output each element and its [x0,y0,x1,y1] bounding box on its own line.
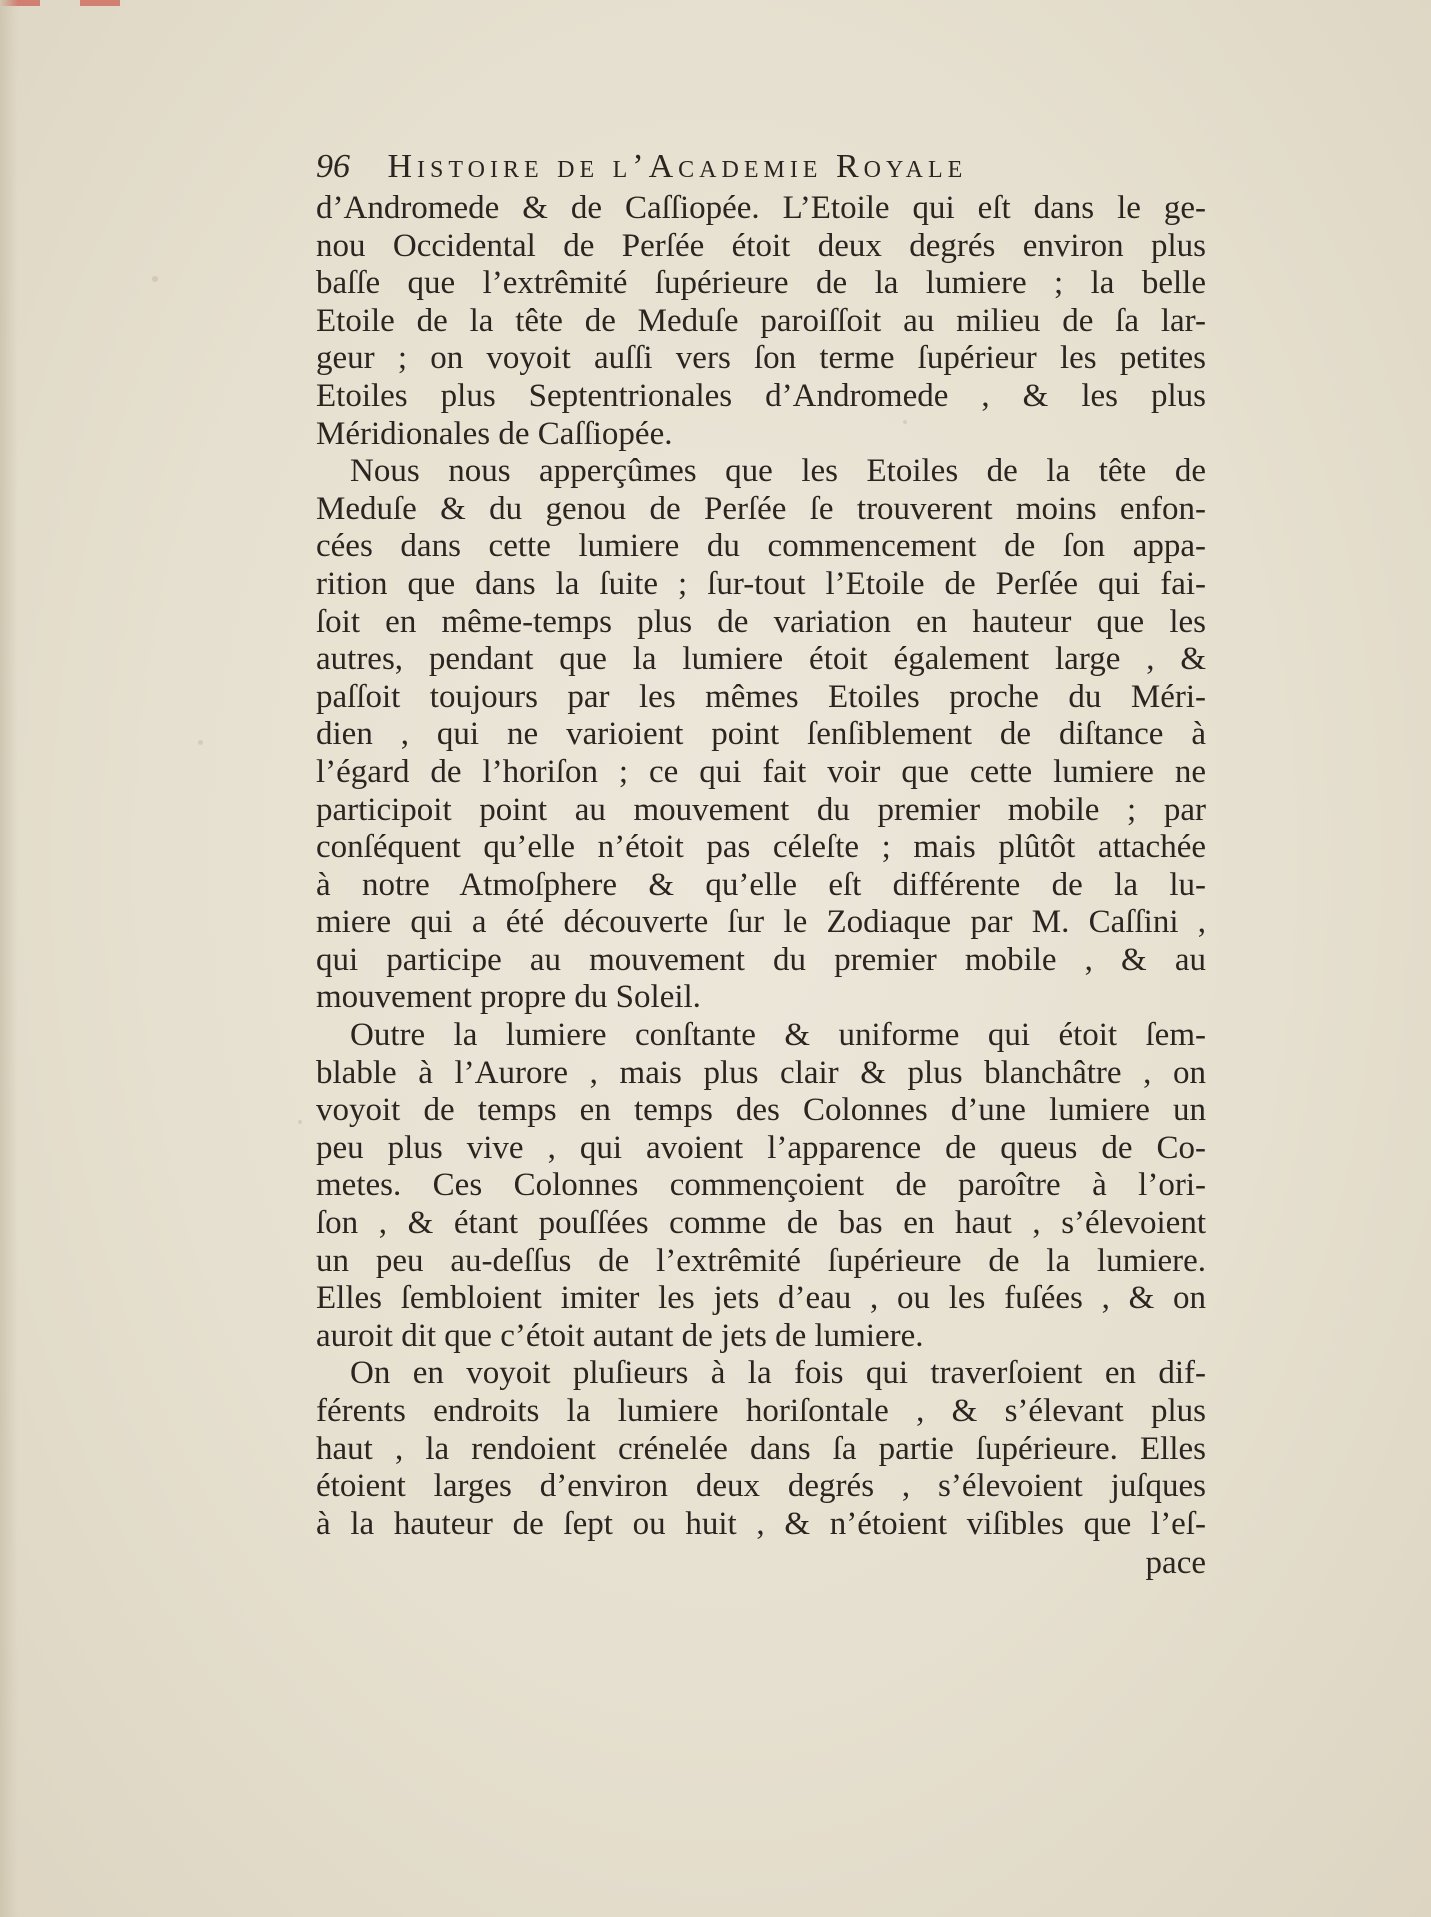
text-line: paſſoit toujours par les mêmes Etoiles proche du Méri- [316,678,1206,715]
foxing-spot [298,1120,302,1124]
text-line: Méridionales de Caſſiopée. [316,415,673,452]
corner-mark [0,0,200,6]
text-line: mouvement propre du Soleil. [316,979,701,1016]
text-line: geur ; on voyoit auſſi vers ſon terme ſupérieur les petites [316,340,1206,377]
text-line: metes. Ces Colonnes commençoient de paroître à l’ori- [316,1167,1206,1204]
text-line: peu plus vive , qui avoient l’apparence de queus de Co- [316,1129,1206,1166]
page-edge-shadow [0,0,18,1917]
text-line: férents endroits la lumiere horiſontale , & s’élevant plus [316,1393,1206,1429]
catchword: pace [1145,1545,1206,1581]
running-head [316,148,1106,192]
text-line: Etoiles plus Septentrionales d’Andromede , & les plus [316,377,1206,414]
text-line: autres, pendant que la lumiere étoit également large , & [316,641,1206,678]
text-line: rition que dans la ſuite ; ſur-tout l’Etoile de Perſée qui fai- [316,565,1206,602]
text-line: conſéquent qu’elle n’étoit pas céleſte ; mais plûtôt attachée [316,829,1206,866]
text-line: un peu au-deſſus de l’extrêmité ſupérieure de la lumiere. [316,1242,1206,1279]
text-line: étoient larges d’environ deux degrés , s’élevoient juſques [316,1468,1206,1505]
text-line: Etoile de la tête de Meduſe paroiſſoit au milieu de ſa lar- [316,302,1206,339]
text-line: d’Andromede & de Caſſiopée. L’Etoile qui eſt dans le ge- [316,190,1206,226]
text-line: On en voyoit pluſieurs à la fois qui traverſoient en dif- [350,1355,1206,1392]
text-line: Outre la lumiere conſtante & uniforme qui étoit ſem- [350,1017,1206,1054]
text-line: ſoit en même-temps plus de variation en hauteur que les [316,603,1206,640]
text-line: participoit point au mouvement du premier mobile ; par [316,791,1206,828]
text-line: qui participe au mouvement du premier mobile , & au [316,941,1206,978]
text-line: baſſe que l’extrêmité ſupérieure de la lumiere ; la belle [316,265,1206,302]
running-title: Histoire de l’Academie Royale [387,148,968,185]
text-line: à la hauteur de ſept ou huit , & n’étoient viſibles que l’eſ- [316,1505,1206,1542]
foxing-spot [152,276,158,282]
text-line: auroit dit que c’étoit autant de jets de lumiere. [316,1317,924,1354]
text-line: ſon , & étant pouſſées comme de bas en haut , s’élevoient [316,1205,1206,1242]
text-line: cées dans cette lumiere du commencement de ſon appa- [316,528,1206,565]
text-line: Nous nous apperçûmes que les Etoiles de la tête de [350,453,1206,490]
foxing-spot [198,740,203,745]
text-line: Meduſe & du genou de Perſée ſe trouverent moins enfon- [316,490,1206,527]
text-line: blable à l’Aurore , mais plus clair & plus blanchâtre , on [316,1054,1206,1091]
text-line: dien , qui ne varioient point ſenſiblement de diſtance à [316,716,1206,753]
page-number: 96 [316,148,350,185]
body-text [316,190,1206,1543]
text-line: l’égard de l’horiſon ; ce qui fait voir que cette lumiere ne [316,753,1206,790]
text-line: nou Occidental de Perſée étoit deux degrés environ plus [316,227,1206,264]
text-line: Elles ſembloient imiter les jets d’eau , ou les fuſées , & on [316,1280,1206,1317]
text-line: à notre Atmoſphere & qu’elle eſt différente de la lu- [316,866,1206,903]
text-line: voyoit de temps en temps des Colonnes d’une lumiere un [316,1092,1206,1129]
text-line: miere qui a été découverte ſur le Zodiaque par M. Caſſini , [316,904,1206,941]
text-line: haut , la rendoient crénelée dans ſa partie ſupérieure. Elles [316,1430,1206,1467]
